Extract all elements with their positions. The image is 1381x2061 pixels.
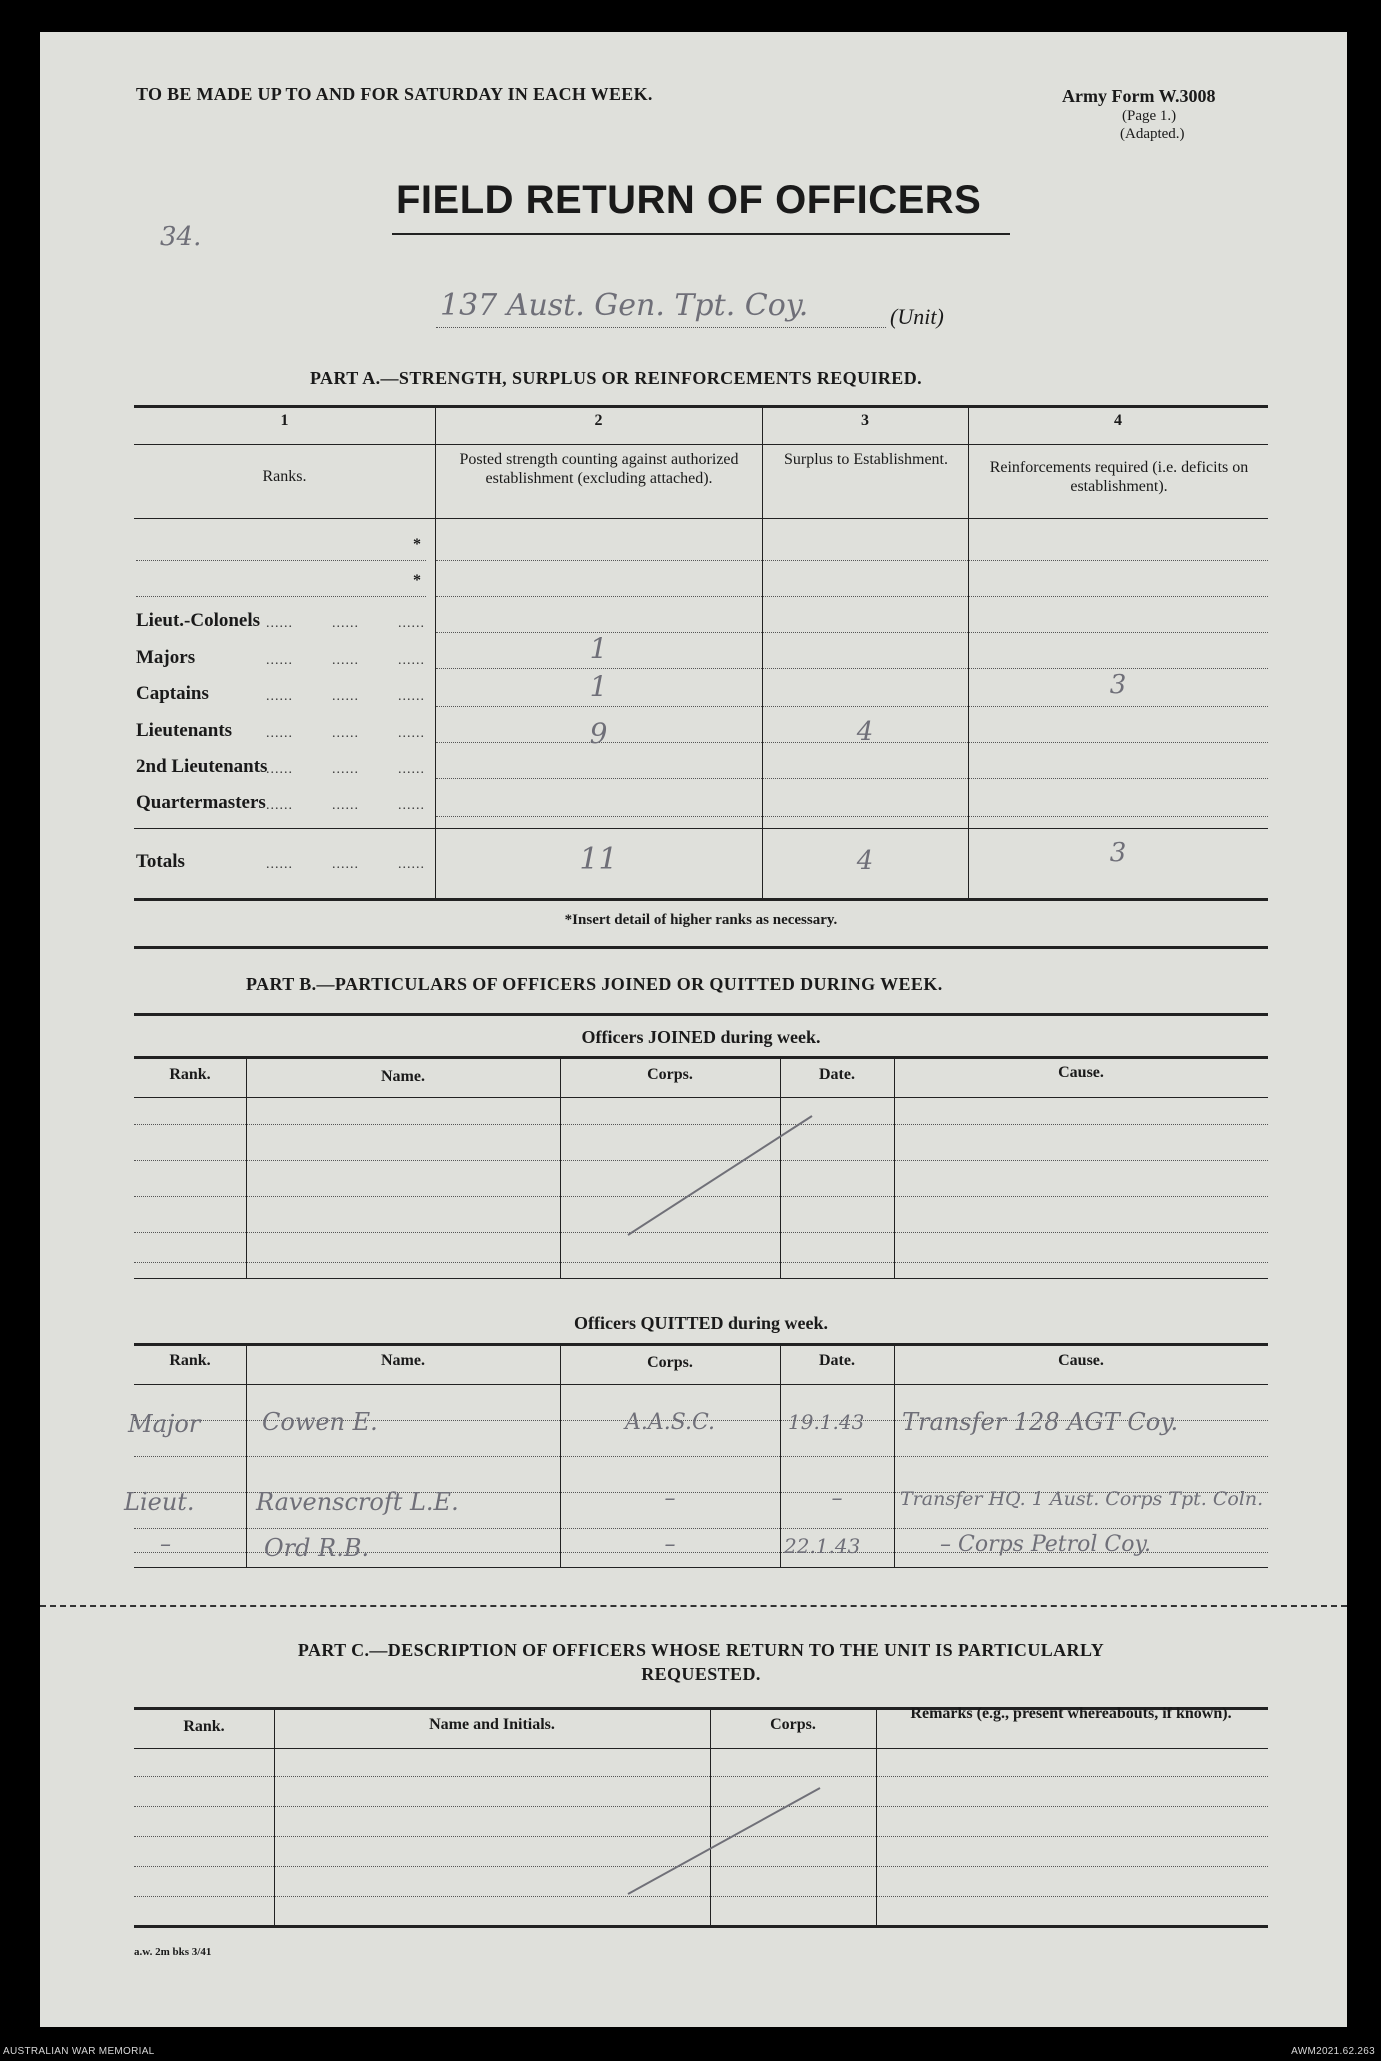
quitted-name: Ravenscroft L.E.: [256, 1488, 459, 1516]
totals-posted: 11: [579, 842, 618, 877]
quitted-bottom-rule: [134, 1567, 1268, 1568]
row-rule: [436, 778, 1268, 779]
row-rule: [134, 1262, 1268, 1263]
form-adapted: (Adapted.): [1120, 126, 1185, 142]
part-c-col-name: Name and Initials.: [429, 1716, 555, 1733]
quitted-col-rank: Rank.: [169, 1352, 211, 1369]
quitted-header-rule: [134, 1384, 1268, 1385]
quitted-col-name: Name.: [381, 1352, 425, 1369]
part-a-col-divider: [968, 405, 969, 898]
part-a-heading: PART A.—STRENGTH, SURPLUS OR REINFORCEMENTS REQUIRED.: [310, 368, 922, 388]
tear-off-dashed-line: [40, 1605, 1347, 1607]
leader-dots: ......: [266, 616, 293, 631]
part-a-num-rule: [134, 444, 1268, 445]
part-c-bottom-rule: [134, 1925, 1268, 1928]
rank-label: 2nd Lieutenants: [136, 756, 268, 777]
joined-heading: Officers JOINED during week.: [581, 1027, 821, 1047]
part-c-heading-line1: PART C.—DESCRIPTION OF OFFICERS WHOSE RETURN TO THE UNIT IS PARTICULARLY: [297, 1640, 1105, 1660]
quitted-rank: Major: [128, 1410, 201, 1438]
quitted-cause: – Corps Petrol Coy.: [940, 1532, 1151, 1557]
col-header-surplus: Surplus to Establishment.: [784, 451, 948, 468]
rank-label: Quartermasters: [136, 792, 266, 813]
quitted-corps: –: [664, 1532, 676, 1557]
rank-label: Lieutenants: [136, 720, 233, 741]
reinforcement-value: 3: [1109, 670, 1127, 700]
part-a-top-rule: [134, 405, 1268, 408]
leader-dots: ......: [332, 762, 359, 777]
leader-dots: ......: [332, 616, 359, 631]
joined-col-divider: [246, 1056, 247, 1278]
form-instruction: TO BE MADE UP TO AND FOR SATURDAY IN EACH WEEK.: [136, 84, 653, 104]
page-mark: 34.: [160, 222, 202, 252]
joined-col-name: Name.: [381, 1068, 425, 1085]
quitted-corps: –: [664, 1486, 676, 1511]
title-underline: [392, 233, 1010, 235]
joined-strikeout-line: [620, 1110, 820, 1240]
leader-dots: ......: [266, 726, 293, 741]
totals-surplus: 4: [856, 846, 874, 876]
leader-dots: ......: [266, 653, 293, 668]
quitted-col-cause: Cause.: [1058, 1352, 1104, 1369]
quitted-col-date: Date.: [819, 1352, 855, 1369]
quitted-col-divider: [780, 1343, 781, 1567]
unit-value: 137 Aust. Gen. Tpt. Coy.: [440, 288, 809, 323]
part-c-col-divider: [274, 1707, 275, 1925]
part-a-totals-rule: [134, 828, 1268, 829]
form-number: Army Form W.3008: [1062, 86, 1216, 106]
part-c-heading-line2: REQUESTED.: [641, 1664, 761, 1684]
leader-dots: ......: [266, 762, 293, 777]
leader-dots: ......: [332, 857, 359, 872]
joined-col-date: Date.: [819, 1066, 855, 1083]
star-marker: *: [413, 572, 421, 589]
quitted-heading: Officers QUITTED during week.: [574, 1313, 828, 1333]
col-header-reinforcements: Reinforcements required (i.e. deficits on establishment).: [989, 459, 1249, 495]
quitted-date: 22.1.43: [784, 1534, 861, 1558]
row-rule: [436, 816, 1268, 817]
col-number: 3: [861, 412, 869, 429]
star-marker: *: [413, 536, 421, 553]
rank-label: Lieut.-Colonels: [136, 610, 261, 631]
joined-col-cause: Cause.: [1058, 1064, 1104, 1081]
quitted-cause: Transfer 128 AGT Coy.: [902, 1408, 1179, 1436]
col-number: 2: [594, 412, 603, 429]
col-number: 4: [1114, 412, 1122, 429]
unit-label: (Unit): [890, 304, 944, 329]
row-rule: [436, 596, 1268, 597]
quitted-rank: –: [160, 1532, 171, 1557]
quitted-name: Cowen E.: [262, 1408, 378, 1436]
totals-reinforcements: 3: [1109, 838, 1127, 868]
part-c-col-divider: [876, 1707, 877, 1925]
joined-col-divider: [560, 1056, 561, 1278]
leader-dots: ......: [398, 616, 425, 631]
unit-line: [436, 327, 886, 328]
part-b-heading: PART B.—PARTICULARS OF OFFICERS JOINED OR QUITTED DURING WEEK.: [246, 974, 943, 994]
joined-col-divider: [894, 1056, 895, 1278]
col-header-posted: Posted strength counting against authorized establishment (excluding attached).: [459, 451, 739, 487]
quitted-col-divider: [246, 1343, 247, 1567]
quitted-top-rule: [134, 1343, 1268, 1346]
part-a-bottom-rule: [134, 898, 1268, 901]
part-b-rule: [134, 1013, 1268, 1016]
quitted-cause: Transfer HQ. 1 Aust. Corps Tpt. Coln.: [900, 1488, 1264, 1510]
leader-dots: ......: [332, 726, 359, 741]
rank-label: Majors: [136, 647, 196, 668]
quitted-name: Ord R.B.: [264, 1534, 370, 1562]
leader-dots: ......: [398, 726, 425, 741]
quitted-col-corps: Corps.: [647, 1354, 693, 1371]
leader-dots: ......: [266, 857, 293, 872]
leader-dots: ......: [398, 857, 425, 872]
row-rule: [134, 1456, 1268, 1457]
leader-dots: ......: [266, 689, 293, 704]
page-title: FIELD RETURN OF OFFICERS: [396, 178, 982, 222]
leader-dots: ......: [398, 798, 425, 813]
leader-dots: ......: [332, 653, 359, 668]
row-rule: [436, 706, 1268, 707]
joined-col-corps: Corps.: [647, 1066, 693, 1083]
leader-dots: ......: [266, 798, 293, 813]
posted-value: 1: [589, 632, 608, 665]
leader-dots: ......: [332, 689, 359, 704]
quitted-corps: A.A.S.C.: [624, 1410, 716, 1435]
joined-bottom-rule: [134, 1278, 1268, 1279]
leader-dots: ......: [398, 653, 425, 668]
leader-dots: ......: [332, 798, 359, 813]
part-c-strikeout-line: [620, 1780, 830, 1900]
joined-header-rule: [134, 1097, 1268, 1098]
form-page: (Page 1.): [1122, 108, 1177, 124]
quitted-col-divider: [894, 1343, 895, 1567]
part-a-footnote: *Insert detail of higher ranks as necessary.: [564, 912, 838, 928]
part-a-head-rule: [134, 518, 1268, 519]
row-rule: [436, 560, 1268, 561]
posted-value: 1: [589, 670, 608, 703]
part-a-col-divider: [762, 405, 763, 898]
footer-credit: AUSTRALIAN WAR MEMORIAL: [3, 2046, 155, 2057]
part-c-col-rank: Rank.: [183, 1718, 225, 1735]
row-rule: [136, 560, 426, 561]
quitted-date: –: [831, 1486, 843, 1511]
posted-value: 9: [589, 717, 608, 750]
row-rule: [436, 668, 1268, 669]
print-code: a.w. 2m bks 3/41: [134, 1946, 212, 1958]
totals-label: Totals: [136, 851, 185, 872]
part-c-col-corps: Corps.: [770, 1716, 816, 1733]
part-a-end-rule: [134, 946, 1268, 949]
quitted-date: 19.1.43: [788, 1410, 865, 1434]
leader-dots: ......: [398, 762, 425, 777]
row-rule: [134, 1776, 1268, 1777]
rank-label: Captains: [136, 683, 209, 704]
row-rule: [134, 1528, 1268, 1529]
col-header-ranks: Ranks.: [262, 468, 307, 485]
col-number: 1: [280, 412, 289, 429]
footer-accession: AWM2021.62.263: [1291, 2046, 1375, 2057]
leader-dots: ......: [398, 689, 425, 704]
part-c-header-rule: [134, 1748, 1268, 1749]
joined-col-rank: Rank.: [169, 1066, 211, 1083]
joined-top-rule: [134, 1056, 1268, 1059]
surplus-value: 4: [856, 717, 874, 747]
part-c-col-remarks: Remarks (e.g., present whereabouts, if known).: [910, 1705, 1232, 1722]
row-rule: [136, 596, 426, 597]
quitted-rank: Lieut.: [124, 1488, 195, 1516]
